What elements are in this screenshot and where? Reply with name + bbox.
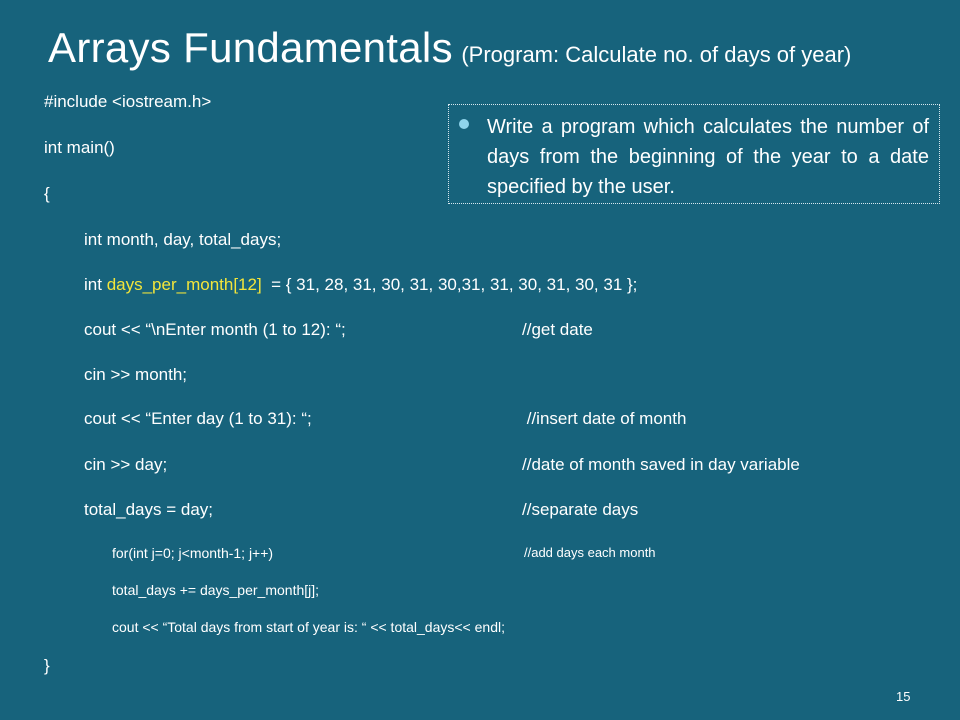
- callout-text: Write a program which calculates the number of days from the beginning of the year to a date specified by the user.: [487, 116, 929, 198]
- code-total-add: total_days += days_per_month[j];: [112, 582, 320, 598]
- code-comment-saved: //date of month saved in day variable: [522, 455, 800, 474]
- code-cin-month: cin >> month;: [84, 365, 188, 384]
- code-array-line: [84, 275, 637, 295]
- code-include: #include <iostream.h>: [44, 92, 212, 111]
- code-cout-day: cout << “Enter day (1 to 31): “;: [84, 409, 312, 428]
- code-comment-add-days: //add days each month: [524, 545, 656, 560]
- code-array-name: days_per_month[12]: [106, 275, 262, 294]
- code-array-prefix: int: [84, 275, 107, 294]
- code-array-suffix: = { 31, 28, 31, 30, 31, 30,31, 31, 30, 31, 30, 31 };: [261, 275, 638, 294]
- title-subtitle: (Program: Calculate no. of days of year): [461, 42, 852, 67]
- code-decl-vars: int month, day, total_days;: [84, 230, 282, 249]
- bullet-icon: [459, 119, 469, 129]
- task-callout: [448, 104, 940, 204]
- code-cout-total: cout << “Total days from start of year is: “ << total_days<< endl;: [112, 619, 505, 635]
- code-main-decl: int main(): [44, 138, 115, 157]
- title-main: Arrays Fundamentals: [48, 24, 453, 71]
- code-comment-insert-date: //insert date of month: [522, 409, 687, 428]
- code-for-loop: for(int j=0; j<month-1; j++): [112, 545, 274, 561]
- code-cin-day: cin >> day;: [84, 455, 168, 474]
- code-cout-month: cout << “\nEnter month (1 to 12): “;: [84, 320, 346, 339]
- code-comment-separate: //separate days: [522, 500, 639, 519]
- code-open-brace: {: [44, 184, 50, 203]
- page-number: 15: [896, 689, 911, 704]
- code-close-brace: }: [44, 656, 50, 675]
- code-comment-get-date: //get date: [522, 320, 593, 339]
- code-total-assign: total_days = day;: [84, 500, 214, 519]
